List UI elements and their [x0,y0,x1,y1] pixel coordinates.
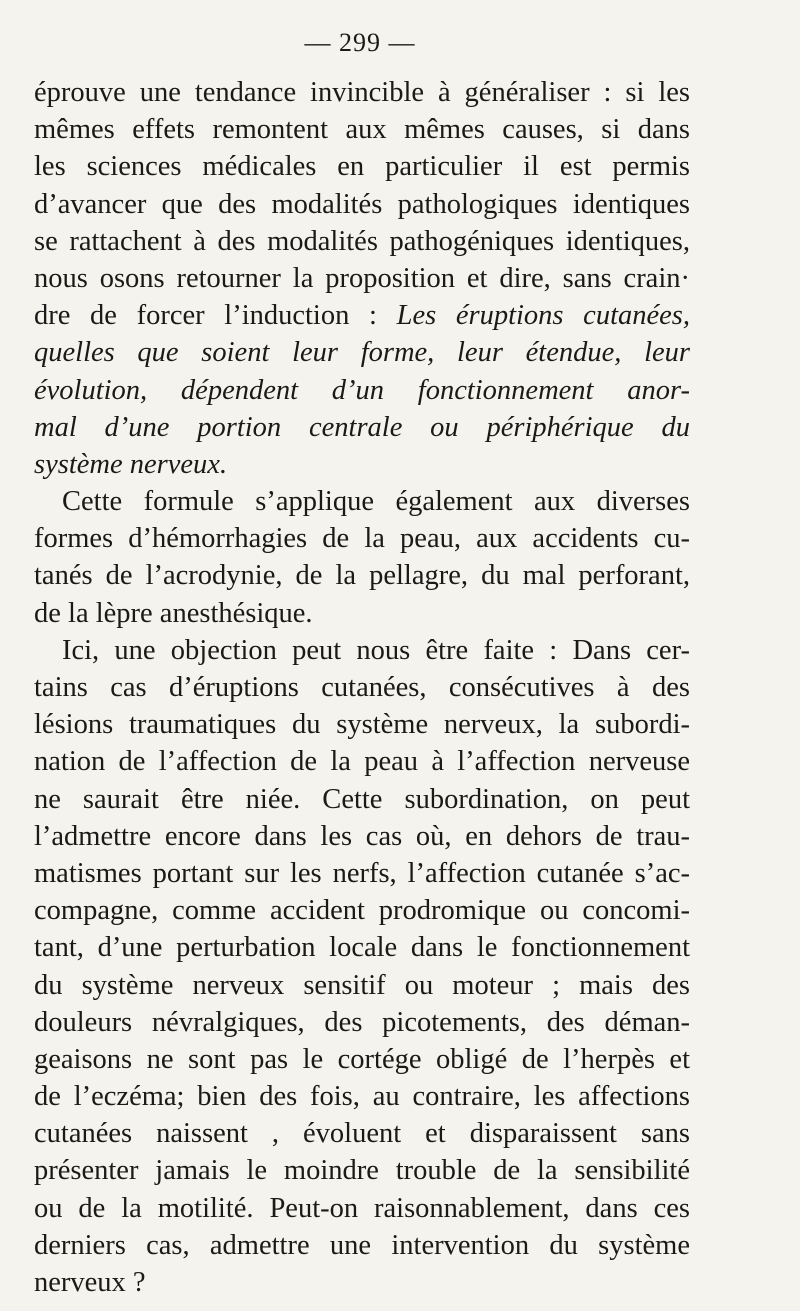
text-line: cutanées naissent , évoluent et disparaissent sans [34,1118,690,1150]
text-line: compagne, comme accident prodromique ou concomi- [34,895,690,927]
text-line: tant, d’une perturbation locale dans le fonctionnement [34,932,690,964]
text-line: tanés de l’acrodynie, de la pellagre, du mal perforant, [34,560,690,592]
text-line: ou de la motilité. Peut-on raisonnablement, dans ces [34,1192,690,1224]
text-fragment: dre de forcer l’induction : [34,300,377,332]
text-line: derniers cas, admettre une intervention du système [34,1229,690,1261]
text-line-mixed [34,297,690,334]
text-line: tains cas d’éruptions cutanées, consécutives à des [34,672,690,703]
text-line: mêmes effets remontent aux mêmes causes, si dans [34,114,690,146]
text-line: ne saurait être niée. Cette subordination, on peut [34,783,690,815]
text-line: de l’eczéma; bien des fois, au contraire, les affections [34,1081,690,1113]
text-line: les sciences médicales en particulier il est permis [34,151,690,183]
body-text [34,74,690,1301]
text-line: lésions traumatiques du système nerveux, la subordi- [34,709,690,741]
paragraph-2 [34,483,690,632]
italic-line [34,334,690,371]
text-line: présenter jamais le moindre trouble de la sensibilité [34,1155,690,1187]
paragraph-3 [34,632,690,1301]
italic-text: quelles que soient leur forme, leur étendue, leur [34,337,690,369]
text-line: éprouve une tendance invincible à généraliser : si les [34,77,690,108]
italic-line [34,446,690,483]
text-line: formes d’hémorrhagies de la peau, aux accidents cu- [34,523,690,555]
text-line: d’avancer que des modalités pathologiques identiques [34,188,690,220]
text-line: Ici, une objection peut nous être faite : Dans cer- [62,634,690,666]
text-line: nation de l’affection de la peau à l’affection nerveuse [34,746,690,778]
text-line: nerveux ? [34,1267,146,1298]
text-line: du système nerveux sensitif ou moteur ; mais des [34,969,690,1001]
text-line: matismes portant sur les nerfs, l’affection cutanée s’ac- [34,857,690,889]
text-line: douleurs névralgiques, des picotements, des déman- [34,1006,690,1038]
text-line: Cette formule s’applique également aux diverses [62,486,690,518]
text-line: geaisons ne sont pas le cortége obligé de l’herpès et [34,1043,690,1075]
text-line: se rattachent à des modalités pathogéniques identiques, [34,225,690,257]
italic-text: évolution, dépendent d’un fonctionnement anor- [34,374,690,406]
italic-text: mal d’une portion centrale ou périphérique du [34,411,690,443]
text-line: nous osons retourner la proposition et dire, sans crain· [34,262,690,294]
text-line: de la lèpre anesthésique. [34,597,313,629]
text-line: l’admettre encore dans les cas où, en dehors de trau- [34,820,690,852]
italic-line [34,409,690,446]
italic-line [34,372,690,409]
italic-text: système nerveux. [34,448,228,480]
page-number: — 299 — [304,28,416,57]
paragraph-1 [34,74,690,483]
italic-fragment: Les éruptions cutanées, [396,300,691,332]
